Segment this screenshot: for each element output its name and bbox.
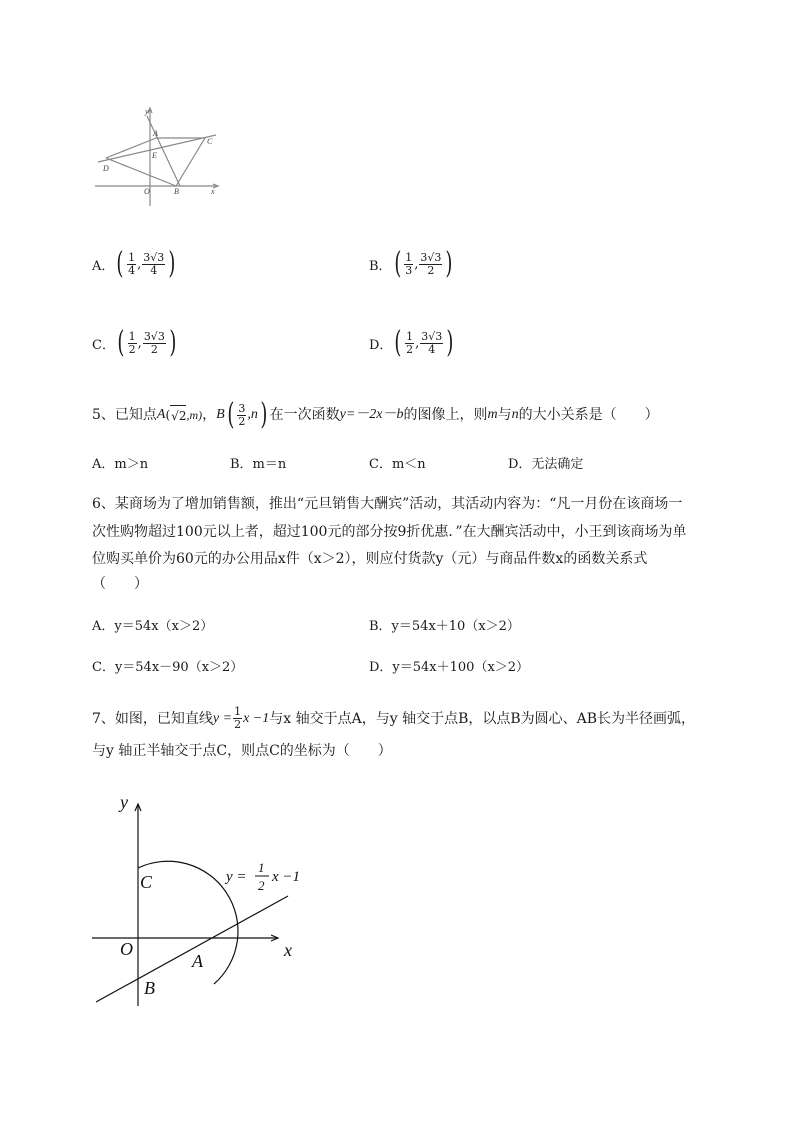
fig1-label-c: C: [207, 137, 213, 146]
q4-option-c[interactable]: C． ( $\frac{1}{2}$ , $\frac{3√3}{2}$ ): [92, 325, 177, 360]
fig1-label-y: y: [145, 107, 149, 116]
q6-option-d[interactable]: D．y＝54x＋100（x＞2）: [369, 660, 530, 675]
fig1-label-a: A: [153, 129, 158, 138]
fig2-label-o: O: [120, 939, 133, 959]
fig2-label-x: x: [284, 940, 292, 960]
figure-line-arc: [88, 790, 308, 1010]
fig2-eq-rest: x −1: [272, 869, 301, 885]
q6-line-1: 6、某商场为了增加销售额，推出“元旦销售大酬宾”活动，其活动内容为：“凡一月份在该商场一: [92, 496, 683, 512]
fig2-label-a: A: [192, 951, 203, 971]
fig1-label-x: x: [211, 187, 215, 196]
q6-option-a[interactable]: A．y＝54x（x＞2）: [92, 619, 214, 634]
q6-line-2: 次性购物超过100元以上者，超过100元的部分按9折优惠．”在大酬宾活动中，小王到该商场为单: [92, 524, 687, 540]
q5-option-d[interactable]: D．无法确定: [508, 457, 584, 472]
q4-option-a[interactable]: A． ( $\frac{1}{4}$ , $\frac{3√3}{4}$ ): [92, 246, 176, 281]
q6-option-b[interactable]: B．y＝54x＋10（x＞2）: [369, 619, 520, 634]
figure-quadrilateral: [90, 102, 225, 210]
q6-line-4: （ ）: [92, 576, 148, 592]
fig2-label-c: C: [140, 872, 153, 892]
q7-line-2: 与y 轴正半轴交于点C，则点C的坐标为（ ）: [92, 743, 392, 759]
q5-option-c[interactable]: C．m＜n: [369, 457, 426, 472]
q4-option-d[interactable]: D． ( $\frac{1}{2}$ , $\frac{3√3}{4}$ ): [369, 325, 454, 360]
line-c-b: [176, 138, 205, 186]
fig1-label-b: B: [174, 187, 179, 196]
fig2-eq-num: 1: [258, 860, 265, 875]
q6-line-3: 位购买单价为60元的办公用品x件（x＞2），则应付货款y（元）与商品件数x的函数关系式: [92, 551, 648, 567]
line-d-b: [106, 158, 176, 186]
fig2-label-y: y: [120, 792, 128, 812]
q5-question: 5、已知点 A ( √2 ,m) ， B ( $\frac{3}{2}$ ,n ) 在一次函数 y=－2x－b 的图像上，则 m 与 n 的大小关系是（ ）: [92, 397, 659, 432]
arc-center-b: [138, 861, 238, 984]
q5-option-a[interactable]: A．m＞n: [92, 457, 149, 472]
fig1-label-d: D: [103, 164, 109, 173]
fig1-label-o: O: [144, 187, 150, 196]
fig2-eq-den: 2: [258, 878, 265, 893]
fig2-label-b: B: [144, 978, 155, 998]
fig2-eq-y: y =: [226, 869, 247, 885]
fig1-label-e: E: [152, 151, 157, 160]
q7-line-1: 7、如图，已知直线 y = $\frac{1}{2}$ x −1 与x 轴交于点A，与y 轴交于点B，以点B为圆心、AB长为半径画弧，: [92, 705, 696, 731]
q4-option-b[interactable]: B． ( $\frac{1}{3}$ , $\frac{3√3}{2}$ ): [369, 246, 453, 281]
q6-option-c[interactable]: C．y＝54x－90（x＞2）: [92, 660, 244, 675]
q5-option-b[interactable]: B．m＝n: [230, 457, 287, 472]
